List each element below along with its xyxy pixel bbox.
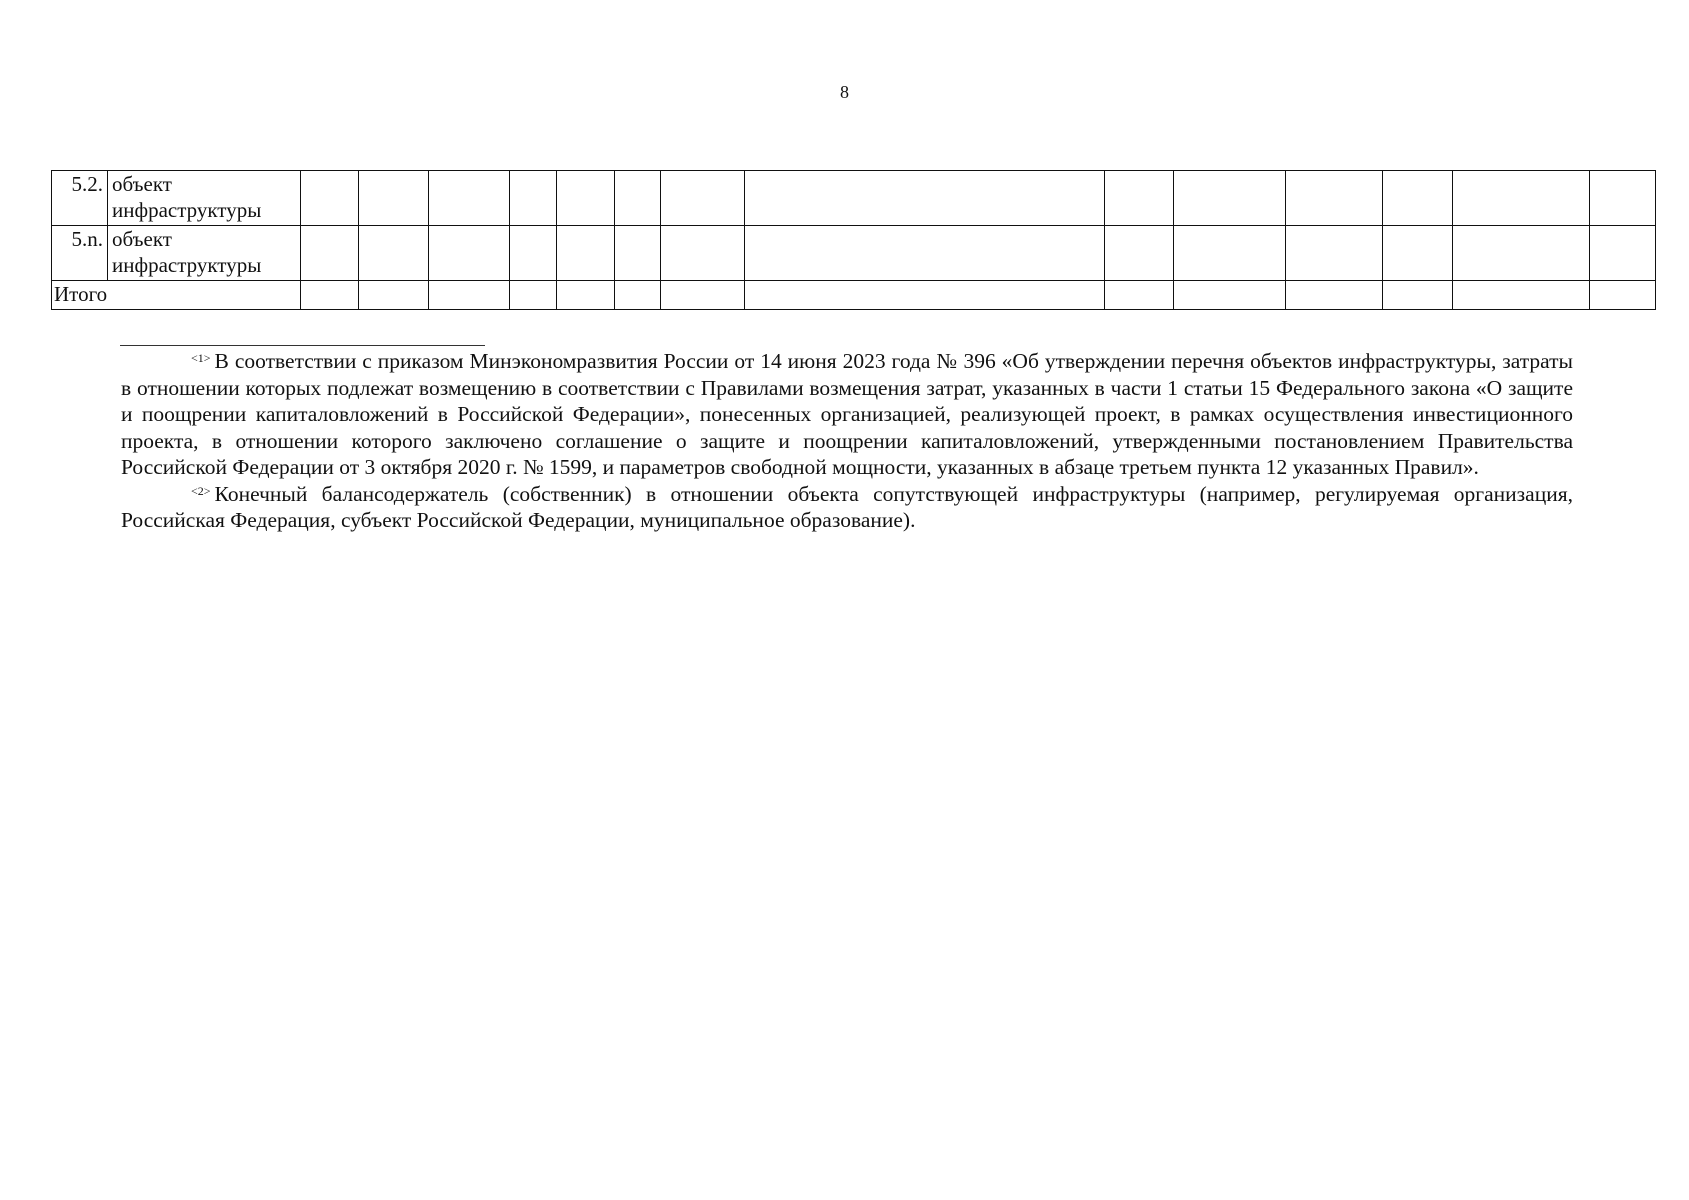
table-cell — [510, 171, 557, 226]
footnote-2 — [121, 481, 1573, 534]
footnote-mark: <1> — [191, 351, 211, 365]
infrastructure-table — [51, 170, 1656, 310]
table-cell — [1453, 281, 1590, 310]
table-cell — [661, 281, 745, 310]
table-cell — [745, 171, 1105, 226]
table-cell — [661, 171, 745, 226]
table-cell — [429, 281, 510, 310]
table-cell — [359, 171, 429, 226]
table-cell — [1174, 226, 1286, 281]
table-cell — [1590, 171, 1656, 226]
table-cell — [1174, 171, 1286, 226]
table-cell — [1590, 281, 1656, 310]
total-label: Итого — [52, 281, 301, 310]
table-cell — [557, 281, 615, 310]
table-cell — [745, 226, 1105, 281]
row-name: объект инфраструктуры — [108, 226, 301, 281]
footnotes — [121, 348, 1573, 534]
table-cell — [1174, 281, 1286, 310]
table-cell — [1383, 281, 1453, 310]
table-cell — [301, 171, 359, 226]
footnote-text: В соответствии с приказом Минэкономразвития России от 14 июня 2023 года № 396 «Об утверждении перечня объектов инфраструктуры, затраты в отношении которых подлежат возмещению в соответствии с Правилами возмещения затрат, указанных в части 1 статьи 15 Федерального закона «О защите и поощрении капиталовложений в Российской Федерации», понесенных организацией, реализующей проект, в рамках осуществления инвестиционного проекта, в отношении которого заключено соглашение о защите и поощрении капиталовложений, утвержденными постановлением Правительства Российской Федерации от 3 октября 2020 г. № 1599, и параметров свободной мощности, указанных в абзаце третьем пункта 12 указанных Правил». — [121, 349, 1573, 479]
table-cell — [1105, 171, 1174, 226]
footnote-1 — [121, 348, 1573, 481]
table-cell — [557, 226, 615, 281]
table-cell — [1453, 171, 1590, 226]
table-row — [52, 226, 1656, 281]
table-cell — [557, 171, 615, 226]
footnote-mark: <2> — [191, 483, 211, 498]
row-number: 5.2. — [52, 171, 108, 226]
row-name: объект инфраструктуры — [108, 171, 301, 226]
table-cell — [1383, 226, 1453, 281]
table-cell — [661, 226, 745, 281]
table-cell — [1286, 226, 1383, 281]
table-cell — [301, 226, 359, 281]
footnote-text: Конечный балансодержатель (собственник) в отношении объекта сопутствующей инфраструктуры (например, регулируемая организация, Российская Федерация, субъект Российской Федерации, муниципальное образование). — [121, 481, 1573, 532]
table-cell — [1286, 281, 1383, 310]
table-cell — [359, 226, 429, 281]
table-cell — [510, 226, 557, 281]
table-cell — [1286, 171, 1383, 226]
table-cell — [301, 281, 359, 310]
table-cell — [429, 171, 510, 226]
table-cell — [745, 281, 1105, 310]
row-number: 5.n. — [52, 226, 108, 281]
table-row — [52, 171, 1656, 226]
page-number: 8 — [840, 82, 849, 102]
table-cell — [429, 226, 510, 281]
table-cell — [359, 281, 429, 310]
footnote-divider — [120, 345, 485, 346]
table-cell — [615, 171, 661, 226]
table-cell — [510, 281, 557, 310]
table-cell — [1105, 281, 1174, 310]
table-cell — [1453, 226, 1590, 281]
table-cell — [615, 281, 661, 310]
table-cell — [1590, 226, 1656, 281]
table-cell — [1383, 171, 1453, 226]
total-row — [52, 281, 1656, 310]
table-cell — [1105, 226, 1174, 281]
table-cell — [615, 226, 661, 281]
